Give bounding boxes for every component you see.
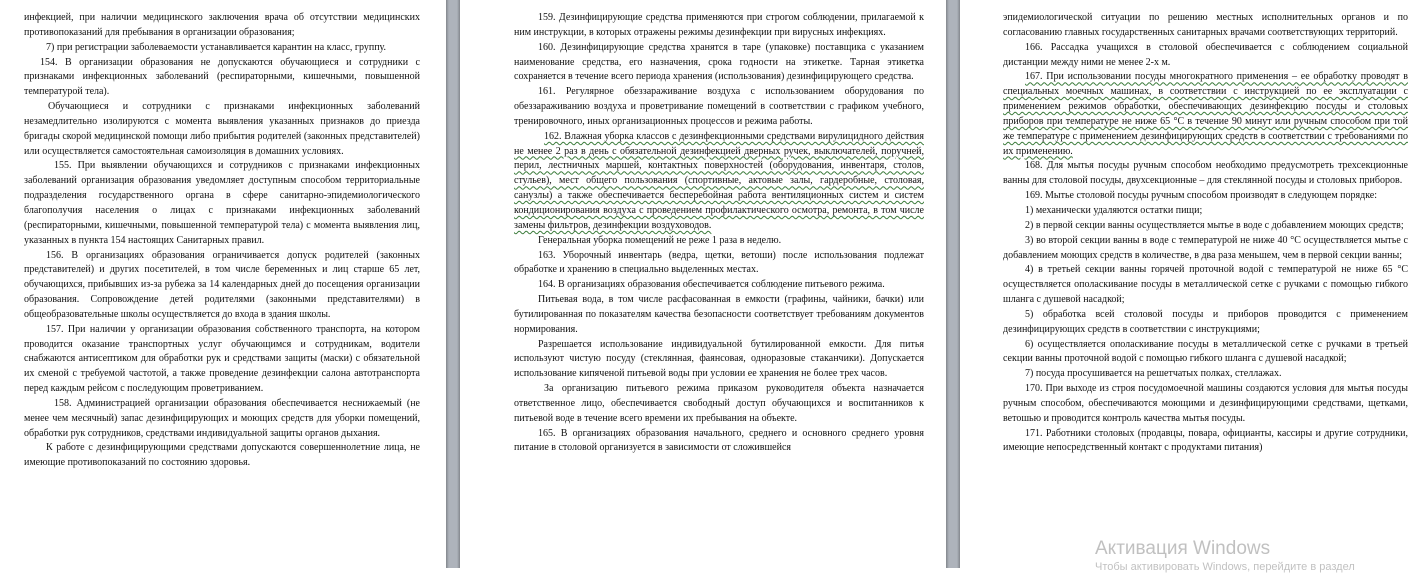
paragraph: 3) во второй секции ванны в воде с температурой не ниже 40 °С осуществляется мытье с добавлением моющих средств в количестве, в два раза меньшем, чем в первой секции ванны; <box>1003 234 1408 261</box>
paragraph: инфекцией, при наличии медицинского заключения врача об отсутствии медицинских противопоказаний для пребывания в организации образования; <box>24 12 420 38</box>
paragraph: 154. В организации образования не допускаются обучающиеся и сотрудники с признаками инфекционных заболеваний (респираторными, кишечными, повышенной температурой тела). <box>24 56 420 98</box>
paragraph: 158. Администрацией организации образования обеспечивается неснижаемый (не менее чем месячный) запас дезинфицирующих и моющих средств для уборки помещений, обработки рук сотрудников, средствами индивидуальной защиты органов дыхания. <box>24 397 420 439</box>
document-page-3 <box>960 0 1417 568</box>
paragraph: 171. Работники столовых (продавцы, повара, официанты, кассиры и другие сотрудники, имеющие непосредственный контакт с продуктами питания) <box>1003 427 1408 454</box>
paragraph: 155. При выявлении обучающихся и сотрудников с признаками инфекционных заболеваний организация образования уведомляет доступным способом территориальные подразделения государственного органа в сфере санитарно-эпидемиологического благополучия населения о лицах с признаками инфекционных заболеваний (респираторными, кишечными, повышенной температурой тела) с момента выявления лиц, указанных в пункта 154 настоящих Санитарных правил. <box>24 160 420 246</box>
document-page-2 <box>460 0 946 568</box>
paragraph: Питьевая вода, в том числе расфасованная в емкости (графины, чайники, бачки) или бутилированная по показателям качества безопасности соответствует требованиям документов нормирования. <box>514 294 924 335</box>
paragraph: 162. Влажная уборка классов с дезинфекционными средствами вирулицидного действия не менее 2 раз в день с обязательной дезинфекцией дверных ручек, выключателей, поручней, перил, лестничных маршей, контактных поверхностей (оборудования, инвентаря, столов, стульев), мест общего пользования (спортивные, актовые залы, гардеробные, столовая, санузлы) а также обеспечивается бесперебойная работа вентиляционных систем и систем кондиционирования воздуха с проведением профилактического осмотра, ремонта, в том числе замены фильтров, дезинфекции воздуховодов. <box>514 130 924 231</box>
paragraph: За организацию питьевого режима приказом руководителя объекта назначается ответственное лицо, обеспечивается свободный доступ обучающихся и воспитанников к питьевой воде в течение всего времени их пребывания на объекте. <box>514 383 924 424</box>
paragraph: 169. Мытье столовой посуды ручным способом производят в следующем порядке: <box>1025 190 1378 202</box>
paragraph: 7) при регистрации заболеваемости устанавливается карантин на класс, группу. <box>46 41 387 53</box>
paragraph: 164. В организациях образования обеспечивается соблюдение питьевого режима. <box>538 279 885 291</box>
paragraph: 170. При выходе из строя посудомоечной машины создаются условия для мытья посуды ручным способом, обеспечиваются моющими и дезинфицирующими средствами, щетками, ветошью и проводится контроль качества мытья посуды. <box>1003 383 1408 424</box>
page-gap <box>446 0 460 568</box>
paragraph: 157. При наличии у организации образования собственного транспорта, на котором проводится оказание транспортных услуг обучающимся и сотрудникам, водители снабжаются антисептиком для обработки рук и средствами защиты (маски) с обязательной их сменой с требуемой частотой, а также проведение дезинфекции салона автотранспорта перед каждым рейсом с последующим проветриванием. <box>24 323 420 395</box>
paragraph: эпидемиологической ситуации по решению местных исполнительных органов и по согласованию главных государственных санитарных врачами соответствующих территорий. <box>1003 12 1408 38</box>
watermark-title: Активация Windows <box>1095 538 1271 559</box>
page-3-text <box>1003 11 1408 456</box>
paragraph: 161. Регулярное обеззараживание воздуха с использованием оборудования по обеззараживанию воздуха и проветривание помещений в соответствии с графиком учебного, тренировочного, иных организационных процессов и режима работы. <box>514 86 924 127</box>
paragraph: 167. При использовании посуды многократного применения – ее обработку проводят в специальных моечных машинах, в соответствии с инструкцией по ее эксплуатации с применением режимов обработки, обеспечивающих дезинфекцию посуды и столовых приборов при температуре не ниже 65 °С в течение 90 минут или ручным способом при той же температуре с применением дезинфицирующих средств в соответствии с требованиями по их применению. <box>1003 71 1408 157</box>
paragraph: 160. Дезинфицирующие средства хранятся в таре (упаковке) поставщика с указанием наименование средства, его назначения, срока годности на этикетке. Тарная этикетка сохраняется в течение всего периода хранения (использования) дезинфицирующего средства. <box>514 41 924 83</box>
paragraph: 2) в первой секции ванны осуществляется мытье в воде с добавлением моющих средств; <box>1025 219 1404 231</box>
paragraph: 156. В организациях образования ограничивается допуск родителей (законных представителей) и других посетителей, в том числе беременных и лиц старше 65 лет, обучающихся, прибывших из-за рубежа за 14 календарных дней до посещения организации образования. Сопровождение детей родителями (законными представителями) в общеобразовательные школы осуществляется до входа в здания школы. <box>24 249 420 320</box>
paragraph: К работе с дезинфицирующими средствами допускаются совершеннолетние лица, не имеющие противопоказаний по состоянию здоровья. <box>24 442 420 469</box>
paragraph: 1) механически удаляются остатки пищи; <box>1025 204 1203 216</box>
paragraph: 5) обработка всей столовой посуды и приборов проводится с применением дезинфицирующих средств в соответствии с инструкциями; <box>1003 308 1408 335</box>
paragraph: 159. Дезинфицирующие средства применяются при строгом соблюдении, прилагаемой к ним инструкции, в которых отражены режимы дезинфекции при вирусных инфекциях. <box>514 12 924 38</box>
paragraph: 166. Рассадка учащихся в столовой обеспечивается с соблюдением социальной дистанции между ними не менее 2-х м. <box>1003 41 1408 68</box>
page-gap <box>946 0 960 568</box>
watermark-subtitle: Чтобы активировать Windows, перейдите в раздел <box>1095 561 1355 573</box>
paragraph: 6) осуществляется ополаскивание посуды в металлической сетке с ручками в третьей секции ванны проточной водой с помощью гибкого шланга с душевой насадкой; <box>1003 338 1408 365</box>
paragraph: Генеральная уборка помещений не реже 1 раза в неделю. <box>538 234 782 246</box>
paragraph: 4) в третьей секции ванны горячей проточной водой с температурой не ниже 65 °С осуществляется ополаскивание посуды в металлической сетке с ручками с помощью гибкого шланга с душевой насадкой; <box>1003 264 1408 306</box>
paragraph: 7) посуда просушивается на решетчатых полках, стеллажах. <box>1025 368 1282 380</box>
paragraph: 163. Уборочный инвентарь (ведра, щетки, ветоши) после использования подлежат обработке и хранению в специально выделенных местах. <box>514 249 924 276</box>
document-page-1 <box>0 0 446 568</box>
page-2-text <box>514 11 924 456</box>
paragraph: 165. В организациях образования начального, среднего и основного среднего уровня питание в столовой организуется в зависимости от сложившейся <box>514 427 924 454</box>
paragraph: 168. Для мытья посуды ручным способом необходимо предусмотреть трехсекционные ванны для столовой посуды, двухсекционные – для стеклянной посуды и столовых приборов. <box>1003 160 1408 187</box>
paragraph: Обучающиеся и сотрудники с признаками инфекционных заболеваний незамедлительно изолируются с момента выявления указанных признаков до приезда бригады скорой медицинской помощи либо прибытия родителей (законных представителей) или осуществляется самостоятельная самоизоляция в домашних условиях. <box>24 101 420 157</box>
page-1-text <box>24 11 420 471</box>
paragraph: Разрешается использование индивидуальной бутилированной емкости. Для питья используют чистую посуду (стеклянная, фаянсовая, одноразовые стаканчики). Допускается использование кипяченой питьевой воды при условии ее хранения не более трех часов. <box>514 338 924 380</box>
